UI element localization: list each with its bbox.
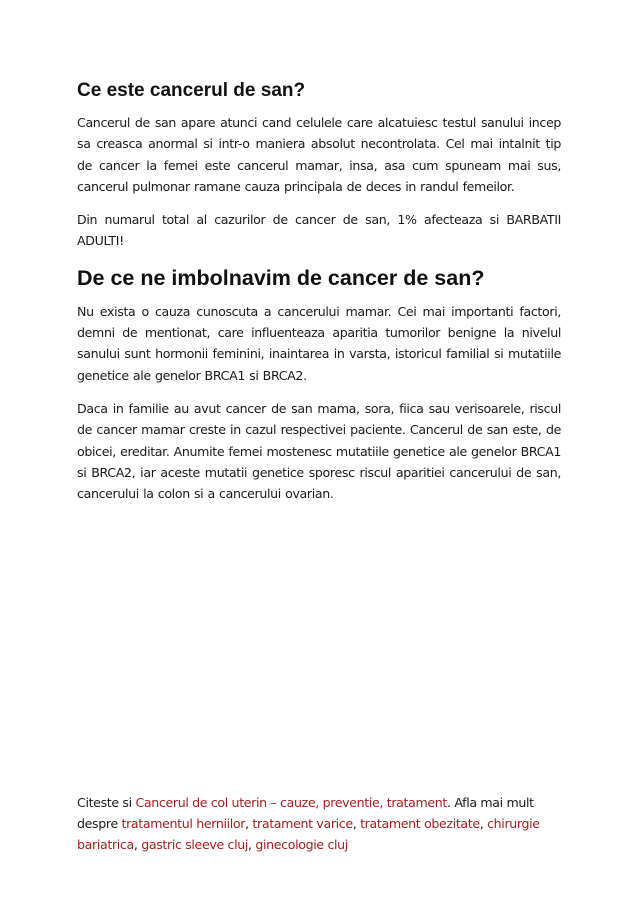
footer-separator: , — [352, 816, 361, 831]
footer-separator: , — [479, 816, 488, 831]
section-heading-causes: De ce ne imbolnavim de cancer de san? — [77, 265, 485, 290]
footer-prefix-text: Citeste si — [77, 795, 136, 810]
footer-mid-text: . Afla mai mult despre — [77, 795, 534, 831]
related-links-footer — [77, 792, 561, 855]
footer-separator: , — [248, 837, 256, 852]
paragraph-risk-factors: Nu exista o cauza cunoscuta a cancerului mamar. Cei mai importanti factori, demni de mentionat, care influenteaza aparitia tumorilor benigne la nivelul sanului sunt hormonii feminini, inaintarea in varsta, istoricul familial si mutatiile genetice ale genelor BRCA1 si BRCA2. — [77, 303, 561, 383]
paragraph-definition: Cancerul de san apare atunci cand celulele care alcatuiesc testul sanului incep sa creasca anormal si intr-o maniera absolut necontrolata. Cel mai intalnit tip de cancer la femei este cancerul mamar, insa, asa cum spuneam mai sus, cancerul pulmonar ramane cauza principala de deces in randul femeilor. — [77, 115, 561, 194]
article-body — [77, 79, 561, 516]
link-varicose-treatment[interactable]: tratament varice — [252, 816, 353, 831]
link-cervical-cancer[interactable]: Cancerul de col uterin – cauze, preventie, tratament — [135, 795, 448, 810]
footer-separator: , — [245, 816, 253, 831]
paragraph-male-statistic: Din numarul total al cazurilor de cancer de san, 1% afecteaza si BARBATII ADULTI! — [77, 212, 561, 249]
link-gynecology[interactable]: ginecologie cluj — [255, 837, 348, 852]
link-gastric-sleeve[interactable]: gastric sleeve cluj — [141, 837, 249, 852]
link-hernia-treatment[interactable]: tratamentul herniilor — [121, 816, 246, 831]
footer-separator: , — [133, 837, 142, 852]
link-obesity-treatment[interactable]: tratament obezitate — [360, 816, 480, 831]
section-heading-what-is: Ce este cancerul de san? — [77, 80, 306, 101]
link-bariatric-surgery[interactable]: chirurgie bariatrica — [77, 816, 540, 852]
paragraph-heredity: Daca in familie au avut cancer de san mama, sora, fiica sau verisoarele, riscul de cancer mamar creste in cazul respectivei paciente. Cancerul de san este, de obicei, ereditar. Anumite femei mostenesc mutatiile genetice ale genelor BRCA1 si BRCA2, iar aceste mutatii genetice sporesc riscul aparitiei cancerului de san, cancerului la colon si a cancerului ovarian. — [77, 400, 562, 502]
